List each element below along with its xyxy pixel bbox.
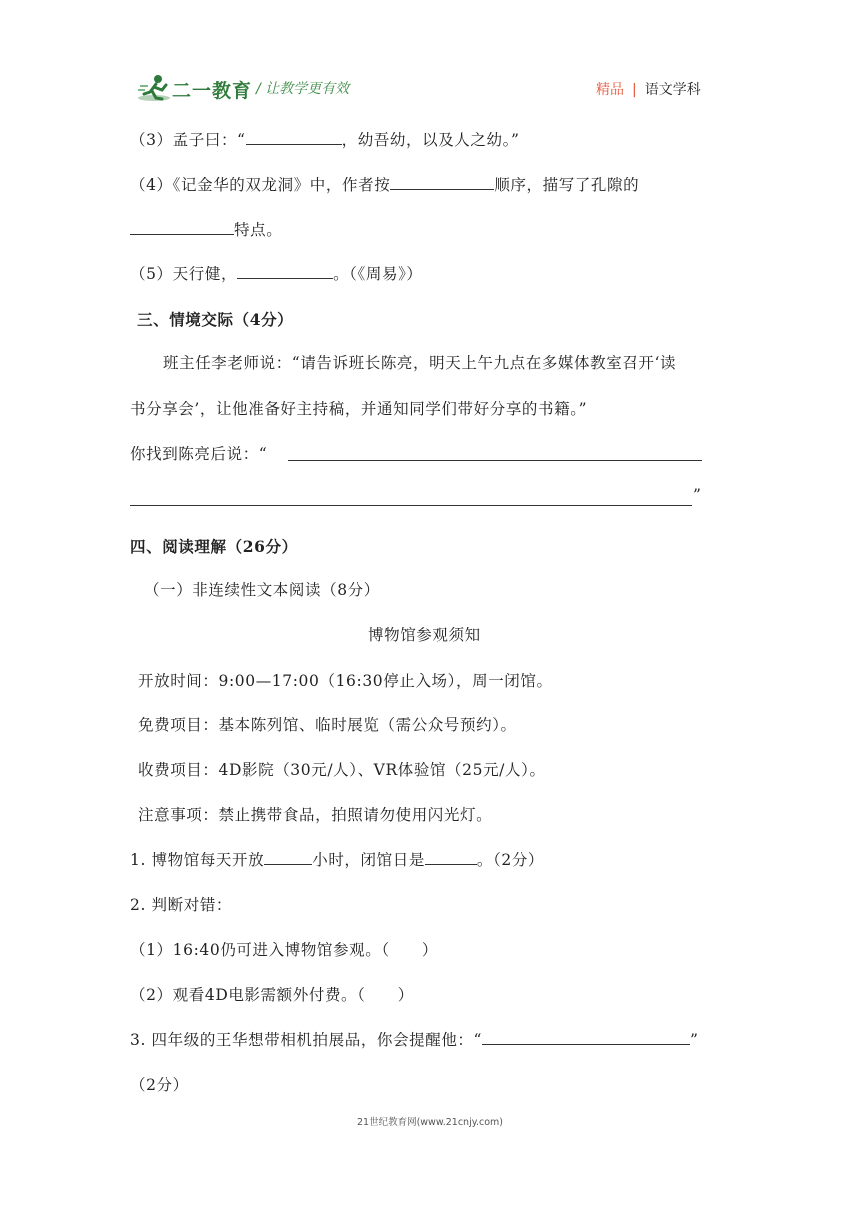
text: 特点。: [234, 221, 283, 239]
answer-blank[interactable]: [482, 1030, 690, 1045]
notice-title: 博物馆参观须知: [368, 626, 481, 644]
text: 1. 博物馆每天开放: [130, 851, 265, 869]
text: ，幼吾幼，以及人之幼。”: [341, 131, 520, 149]
section-3-heading: 三、情境交际（4分）: [137, 310, 294, 329]
subject-label: 语文学科: [644, 82, 701, 98]
scenario-prompt: 你找到陈亮后说：“: [130, 445, 268, 463]
text: ”: [690, 1031, 699, 1049]
text: （4）《记金华的双龙洞》中，作者按: [130, 176, 391, 194]
notice-free-items: 免费项目：基本陈列馆、临时展览（需公众号预约）。: [138, 716, 517, 734]
notice-rules: 注意事项：禁止携带食品，拍照请勿使用闪光灯。: [138, 806, 493, 824]
scenario-paragraph-line-1: 班主任李老师说：“请告诉班长陈亮，明天上午九点在多媒体教室召开‘读: [163, 354, 677, 372]
question-2-1: （1）16:40仍可进入博物馆参观。（ ）: [130, 941, 438, 959]
text: 。（2分）: [476, 851, 545, 869]
footer-source: 21世纪教育网(www.21cnjy.com): [356, 1117, 503, 1128]
notice-hours: 开放时间：9:00—17:00（16:30停止入场），周一闭馆。: [138, 672, 553, 690]
header-separator: |: [632, 82, 637, 98]
closing-quote: ”: [693, 486, 702, 504]
answer-blank[interactable]: [246, 130, 342, 145]
answer-blank[interactable]: [264, 850, 312, 865]
question-2: 2. 判断对错：: [130, 896, 233, 914]
brand-slogan: / 让教学更有效: [256, 81, 350, 97]
answer-blank[interactable]: [425, 850, 477, 865]
answer-line[interactable]: [130, 505, 692, 506]
answer-line[interactable]: [288, 460, 702, 461]
question-line-5: [130, 262, 423, 284]
subsection-1-heading: （一）非连续性文本阅读（8分）: [144, 581, 380, 599]
quality-tag: 精品: [596, 82, 624, 98]
brand-name: 二一教育: [172, 80, 253, 102]
question-3-score: （2分）: [130, 1076, 189, 1094]
answer-blank[interactable]: [237, 264, 333, 279]
question-line-4-cont: [130, 218, 282, 240]
question-3: [130, 1028, 699, 1050]
scenario-paragraph-line-2: 书分享会’，让他准备好主持稿，并通知同学们带好分享的书籍。”: [130, 400, 588, 418]
header-subject: [596, 79, 701, 99]
text: 。（《周易》）: [333, 265, 423, 283]
text: （5）天行健，: [130, 265, 238, 283]
question-1: [130, 848, 544, 870]
text: （3）孟子曰：“: [130, 131, 246, 149]
answer-blank[interactable]: [390, 175, 494, 190]
section-4-heading: 四、阅读理解（26分）: [130, 537, 298, 556]
answer-blank[interactable]: [130, 220, 234, 235]
text: 小时，闭馆日是: [312, 851, 425, 869]
notice-paid-items: 收费项目：4D影院（30元/人）、VR体验馆（25元/人）。: [138, 761, 546, 779]
question-line-3: [130, 128, 519, 150]
question-line-4: [130, 173, 639, 195]
text: 顺序，描写了孔隙的: [494, 176, 640, 194]
text: 3. 四年级的王华想带相机拍展品，你会提醒他：“: [130, 1031, 483, 1049]
question-2-2: （2）观看4D电影需额外付费。（ ）: [130, 986, 414, 1004]
